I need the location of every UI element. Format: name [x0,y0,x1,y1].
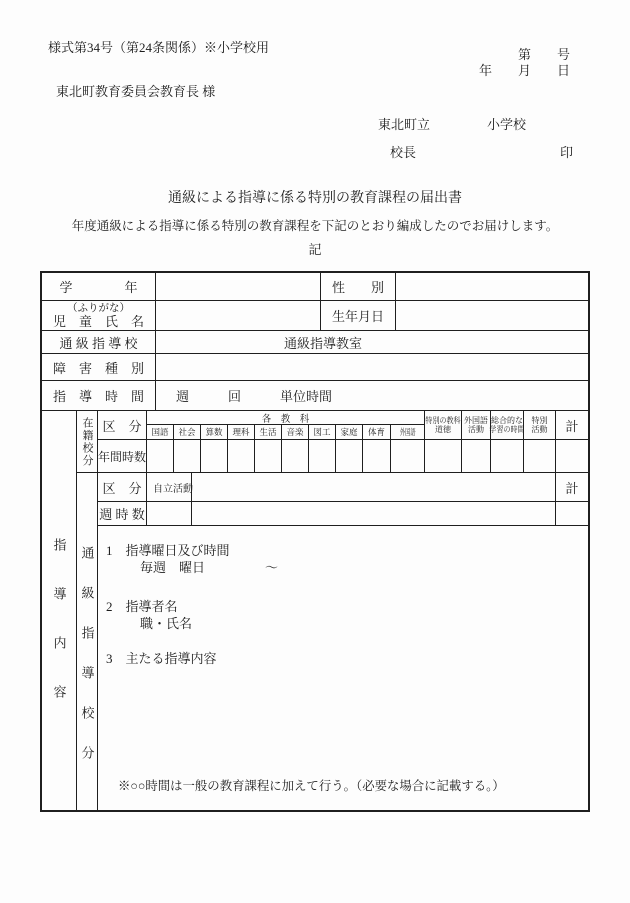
category-label-2: 区 分 [97,472,146,501]
subject-ongaku: 音楽 [281,424,308,439]
body-text: 年度通級による指導に係る特別の教育課程を下記のとおり編成したのでお届けします。 [71,219,559,233]
tsukyu-school-vertical-label: 通級指導校分 [76,472,97,810]
annual-hours-cell [490,439,523,472]
weekly-hours-cell [191,501,555,525]
annual-hours-cell [227,439,254,472]
birth-value-cell [395,300,588,330]
annual-hours-cell [281,439,308,472]
annual-hours-cell [146,439,173,472]
subject-shakai: 社会 [173,424,200,439]
grade-label: 学 年 [59,280,138,295]
addressee: 東北町教育委員会教育長 様 [56,84,216,99]
item2-subline: 職・氏名 [140,616,193,631]
annual-hours-cell [254,439,281,472]
column-tokkatsu: 特別 活動 [523,410,555,439]
school-suffix: 小学校 [487,117,527,132]
annual-hours-cell [390,439,424,472]
annual-hours-cell [523,439,555,472]
time-label: 指 導 時 間 [42,380,155,410]
total-label-1: 計 [555,410,588,439]
column-sogo: 総合的な 学習の時間 [490,410,523,439]
school-prefix: 東北町立 [378,117,431,132]
total-label-2: 計 [555,472,588,501]
grade-value-cell [155,273,320,300]
name-value-cell [155,300,320,330]
category-label-1: 区 分 [97,410,146,439]
item1-line: 1 指導曜日及び時間 [106,543,230,558]
subject-zuko: 図工 [308,424,335,439]
column-gaikokugo-katsudo: 外国語 活動 [461,410,490,439]
weekly-hours-cell [146,501,191,525]
item1-tilde: ～ [265,560,279,575]
instruction-content-vertical-label: 指導内容 [42,410,76,810]
home-school-vertical-label: 在籍校分 [76,410,97,472]
subject-seikatsu: 生活 [254,424,281,439]
item2-line: 2 指導者名 [106,599,178,614]
form-number: 様式第34号（第24条関係）※小学校用 [48,40,270,55]
subject-kokugo: 国語 [146,424,173,439]
item3-line: 3 主たる指導内容 [106,651,217,666]
item1-subline: 毎週 曜日 [140,560,206,575]
document-title: 通級による指導に係る特別の教育課程の届出書 [168,191,462,206]
sex-label: 性 別 [320,273,395,300]
tsukyu-school-label: 通 級 指 導 校 [42,330,155,353]
birth-label: 生年月日 [320,300,395,330]
furigana-label: （ふりがな） [67,302,130,314]
footnote: ※○○時間は一般の教育課程に加えて行う。（必要な場合に記載する。） [118,779,505,793]
annual-hours-cell [173,439,200,472]
column-dotoku: 特別の教科 道徳 [424,410,461,439]
subject-taiiku: 体育 [362,424,390,439]
subject-gaikokugo: 外国語 [390,424,424,439]
notation-ki: 記 [308,242,322,257]
annual-hours-cell [308,439,335,472]
weekly-hours-total-cell [555,501,588,525]
annual-hours-cell [362,439,390,472]
document-number-line: 第 号 [517,47,570,62]
annual-hours-cell [461,439,490,472]
date-line: 年 月 日 [478,63,570,78]
jiritsu-label: 自立活動 [146,472,191,501]
jiritsu-extra-cell [191,472,555,501]
subjects-caption: 各 教 科 [146,410,424,424]
subject-rika: 理科 [227,424,254,439]
principal-label: 校長 [390,145,417,160]
annual-hours-label: 年間時数 [97,439,146,472]
annual-hours-cell [200,439,227,472]
disability-value-cell [155,353,588,380]
annual-hours-total-cell [555,439,588,472]
subject-katei: 家庭 [335,424,362,439]
subject-sansu: 算数 [200,424,227,439]
weekly-hours-label: 週 時 数 [97,501,146,525]
annual-hours-cell [424,439,461,472]
classroom-label-cell: 通級指導教室 [155,330,588,353]
main-table [40,271,590,812]
child-name-label: 児 童 氏 名 [52,313,144,329]
seal-label: 印 [560,145,574,160]
time-value-cell: 週 回 単位時間 [155,380,588,410]
sex-value-cell [395,273,588,300]
name-label-cell [42,300,155,330]
annual-hours-cell [335,439,362,472]
instruction-detail-cell [97,525,588,810]
disability-label: 障 害 種 別 [42,353,155,380]
